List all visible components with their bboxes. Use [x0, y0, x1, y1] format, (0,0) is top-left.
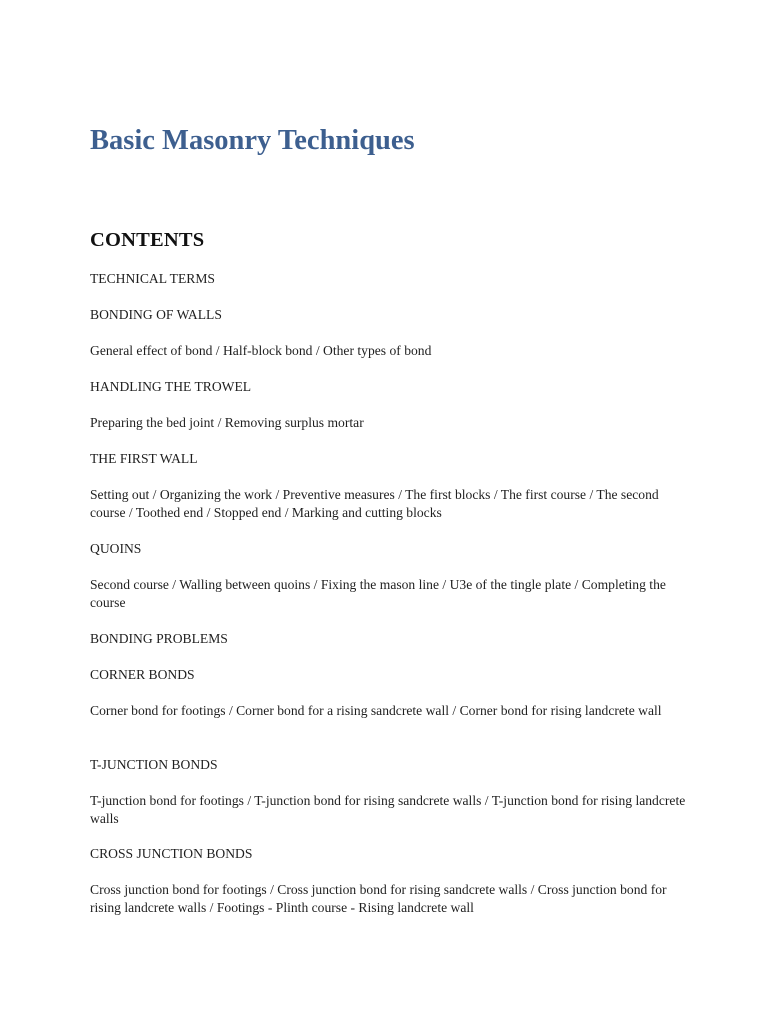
contents-section-heading: CROSS JUNCTION BONDS — [90, 846, 253, 861]
contents-heading: CONTENTS — [90, 229, 205, 251]
contents-section-heading: T-JUNCTION BONDS — [90, 757, 218, 772]
contents-subtopics: T-junction bond for footings / T-junction bond for rising sandcrete walls / T-junction bond for rising landcrete walls — [90, 793, 686, 826]
contents-subtopics: Setting out / Organizing the work / Preventive measures / The first blocks / The first course / The second course / Toothed end / Stopped end / Marking and cutting blocks — [90, 487, 659, 520]
contents-section-heading: QUOINS — [90, 541, 142, 556]
contents-section-heading: CORNER BONDS — [90, 667, 195, 682]
contents-subtopics: Corner bond for footings / Corner bond for a rising sandcrete wall / Corner bond for rising landcrete wall — [90, 703, 662, 718]
document-title: Basic Masonry Techniques — [90, 125, 415, 156]
contents-section-heading: BONDING OF WALLS — [90, 307, 222, 322]
contents-section-heading: BONDING PROBLEMS — [90, 631, 228, 646]
contents-section-heading: HANDLING THE TROWEL — [90, 379, 252, 394]
contents-section-heading: TECHNICAL TERMS — [90, 271, 215, 286]
contents-subtopics: General effect of bond / Half-block bond / Other types of bond — [90, 343, 432, 358]
contents-subtopics: Cross junction bond for footings / Cross junction bond for rising sandcrete walls / Cross junction bond for rising landcrete walls / Footings - Plinth course - Rising landcrete wall — [90, 882, 667, 915]
contents-subtopics: Preparing the bed joint / Removing surplus mortar — [90, 415, 364, 430]
contents-section-heading: THE FIRST WALL — [90, 451, 198, 466]
contents-subtopics: Second course / Walling between quoins / Fixing the mason line / U3e of the tingle plate / Completing the course — [90, 577, 666, 610]
